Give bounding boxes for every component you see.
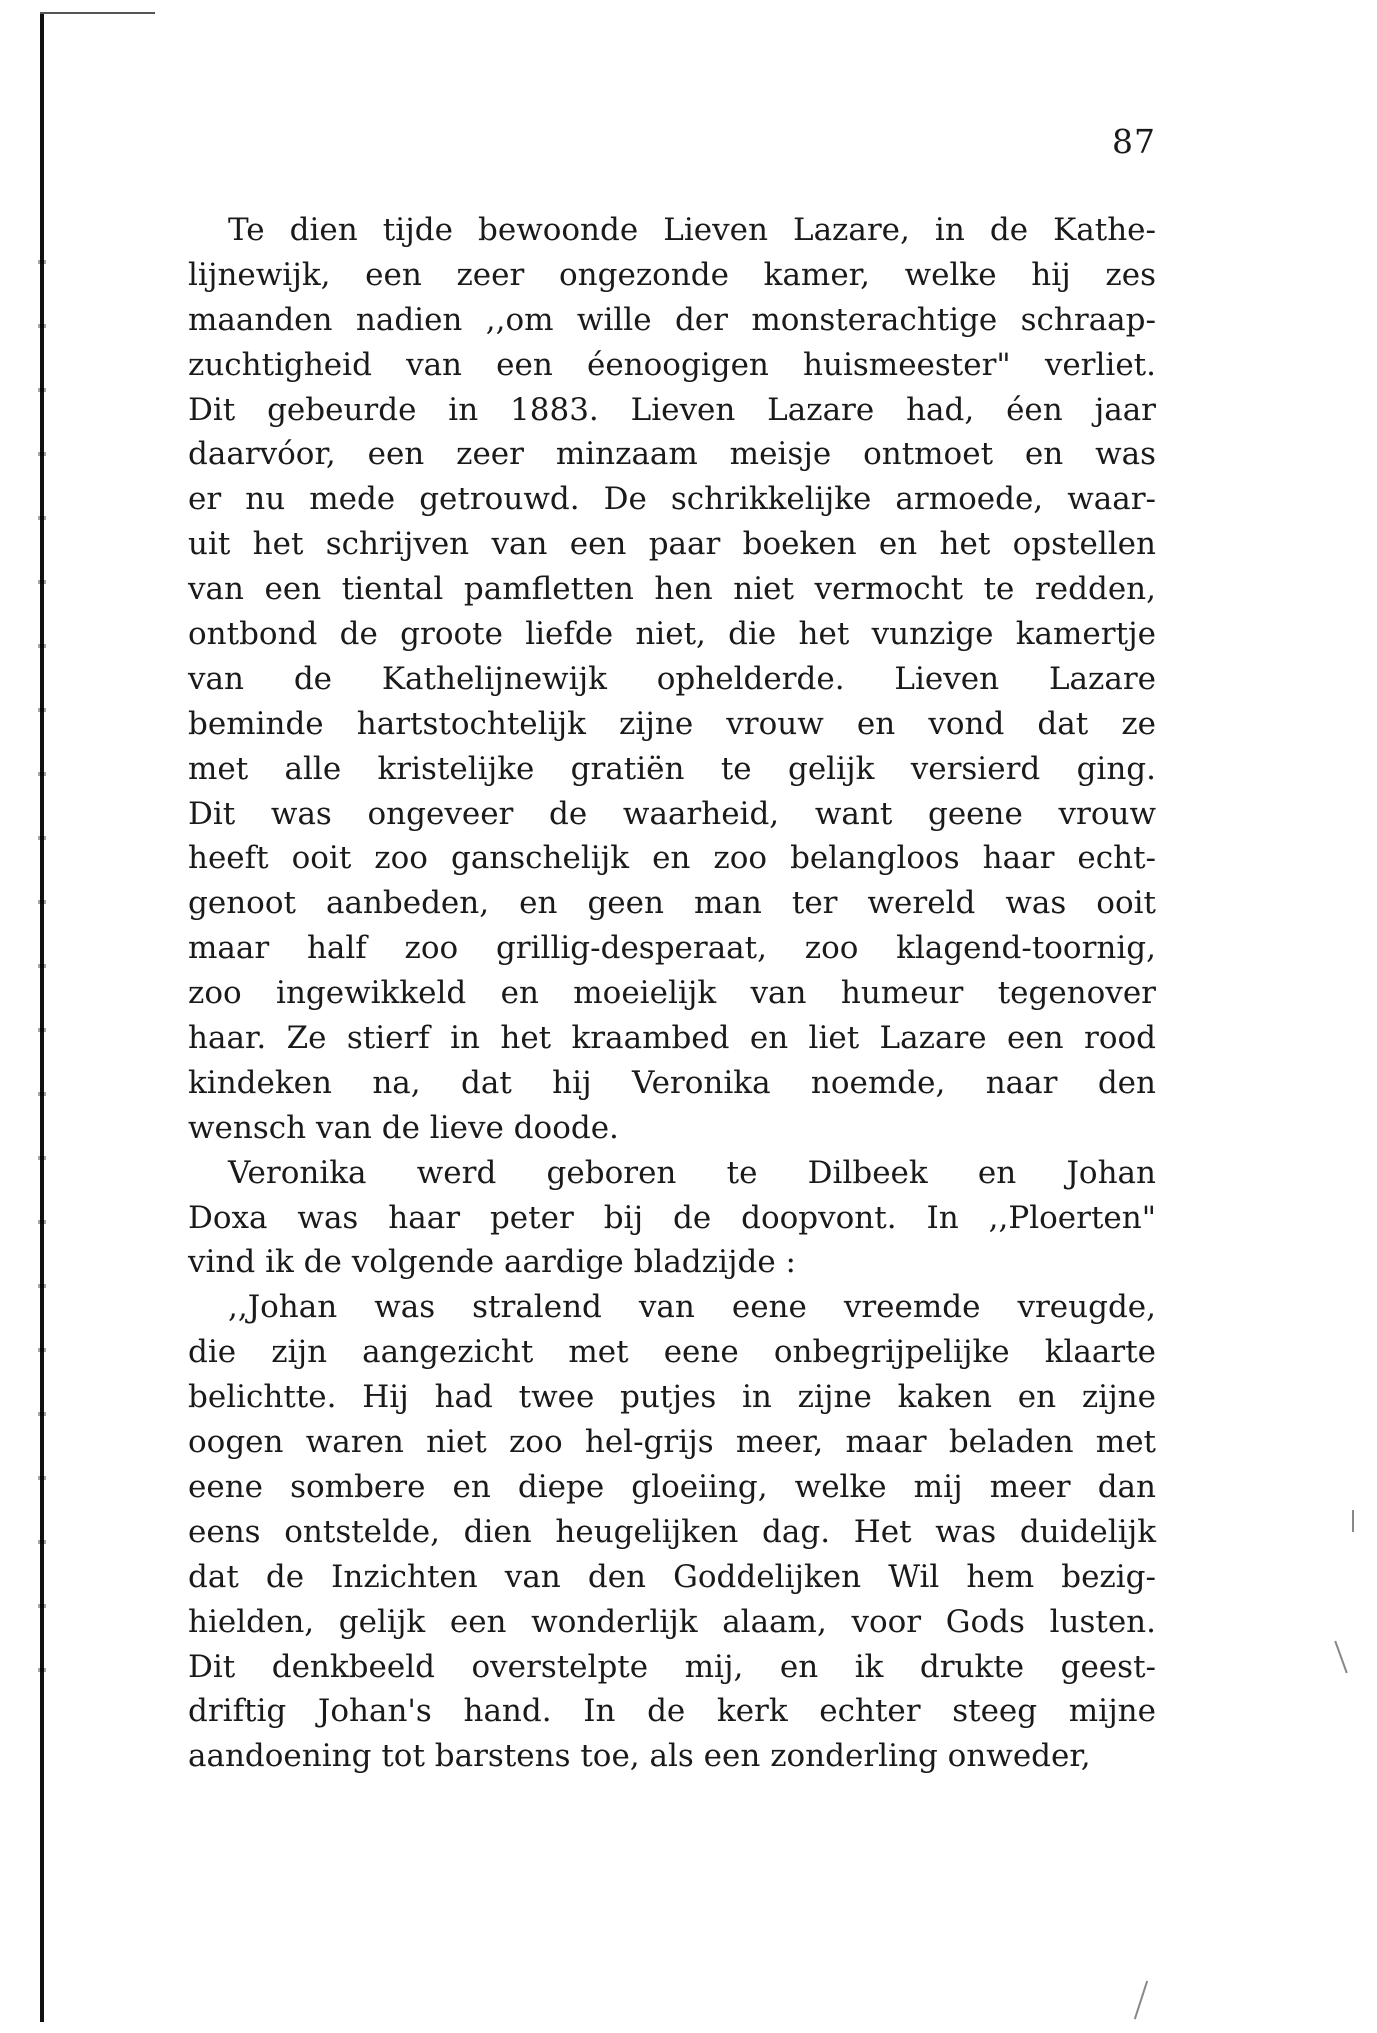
text-line: zuchtigheid van een éenoogigen huismeester" verliet. <box>188 346 1156 383</box>
text-line: lijnewijk, een zeer ongezonde kamer, welke hij zes <box>188 256 1156 293</box>
text-line: maanden nadien ,,om wille der monsterachtige schraap- <box>188 301 1156 338</box>
text-line: hielden, gelijk een wonderlijk alaam, voor Gods lusten. <box>188 1603 1156 1640</box>
text-line: daarvóor, een zeer minzaam meisje ontmoet en was <box>188 436 1156 473</box>
text-line: uit het schrijven van een paar boeken en het opstellen <box>188 526 1156 563</box>
text-line: Te dien tijde bewoonde Lieven Lazare, in de Kathe- <box>228 212 1156 248</box>
text-line: ,,Johan was stralend van eene vreemde vreugde, <box>228 1289 1156 1326</box>
text-line: oogen waren niet zoo hel-grijs meer, maar beladen met <box>188 1424 1156 1461</box>
stray-mark <box>1134 1981 1148 2020</box>
text-line: eene sombere en diepe gloeiing, welke mij meer dan <box>188 1468 1156 1505</box>
text-line: die zijn aangezicht met eene onbegrijpelijke klaarte <box>188 1334 1156 1371</box>
text-line: ontbond de groote liefde niet, die het vunzige kamertje <box>188 616 1156 653</box>
text-line: aandoening tot barstens toe, als een zonderling onweder, <box>188 1738 1091 1775</box>
text-line: van een tiental pamfletten hen niet vermocht te redden, <box>188 571 1156 608</box>
text-line: Doxa was haar peter bij de doopvont. In ,,Ploerten" <box>188 1199 1156 1236</box>
text-line: wensch van de lieve doode. <box>188 1109 619 1146</box>
text-line: Dit denkbeeld overstelpte mij, en ik drukte geest- <box>188 1648 1156 1685</box>
page-number: 87 <box>1112 122 1156 161</box>
text-line: haar. Ze stierf in het kraambed en liet Lazare een rood <box>188 1020 1156 1057</box>
stray-mark <box>1352 1510 1354 1532</box>
text-line: dat de Inzichten van den Goddelijken Wil hem bezig- <box>188 1558 1156 1595</box>
text-line: er nu mede getrouwd. De schrikkelijke armoede, waar- <box>188 481 1156 518</box>
text-line: Dit gebeurde in 1883. Lieven Lazare had, éen jaar <box>188 391 1156 428</box>
stray-mark <box>1334 1641 1348 1674</box>
text-line: driftig Johan's hand. In de kerk echter steeg mijne <box>188 1693 1156 1730</box>
scan-specks <box>38 200 46 1700</box>
text-line: met alle kristelijke gratiën te gelijk versierd ging. <box>188 750 1156 787</box>
text-line: belichtte. Hij had twee putjes in zijne kaken en zijne <box>188 1379 1156 1416</box>
text-line: van de Kathelijnewijk ophelderde. Lieven Lazare <box>188 660 1156 697</box>
text-line: Dit was ongeveer de waarheid, want geene vrouw <box>188 795 1156 832</box>
text-line: beminde hartstochtelijk zijne vrouw en vond dat ze <box>188 705 1156 742</box>
text-line: genoot aanbeden, en geen man ter wereld was ooit <box>188 885 1156 922</box>
text-line: kindeken na, dat hij Veronika noemde, naar den <box>188 1064 1156 1101</box>
binding-edge-top <box>40 12 155 14</box>
text-line: Veronika werd geboren te Dilbeek en Johan <box>228 1154 1156 1191</box>
text-line: zoo ingewikkeld en moeielijk van humeur tegenover <box>188 975 1156 1012</box>
body-text <box>188 208 1156 1779</box>
text-line: eens ontstelde, dien heugelijken dag. Het was duidelijk <box>188 1513 1156 1550</box>
text-line: maar half zoo grillig-desperaat, zoo klagend-toornig, <box>188 930 1156 967</box>
text-line: heeft ooit zoo ganschelijk en zoo belangloos haar echt- <box>188 840 1156 877</box>
text-line: vind ik de volgende aardige bladzijde : <box>188 1244 796 1281</box>
